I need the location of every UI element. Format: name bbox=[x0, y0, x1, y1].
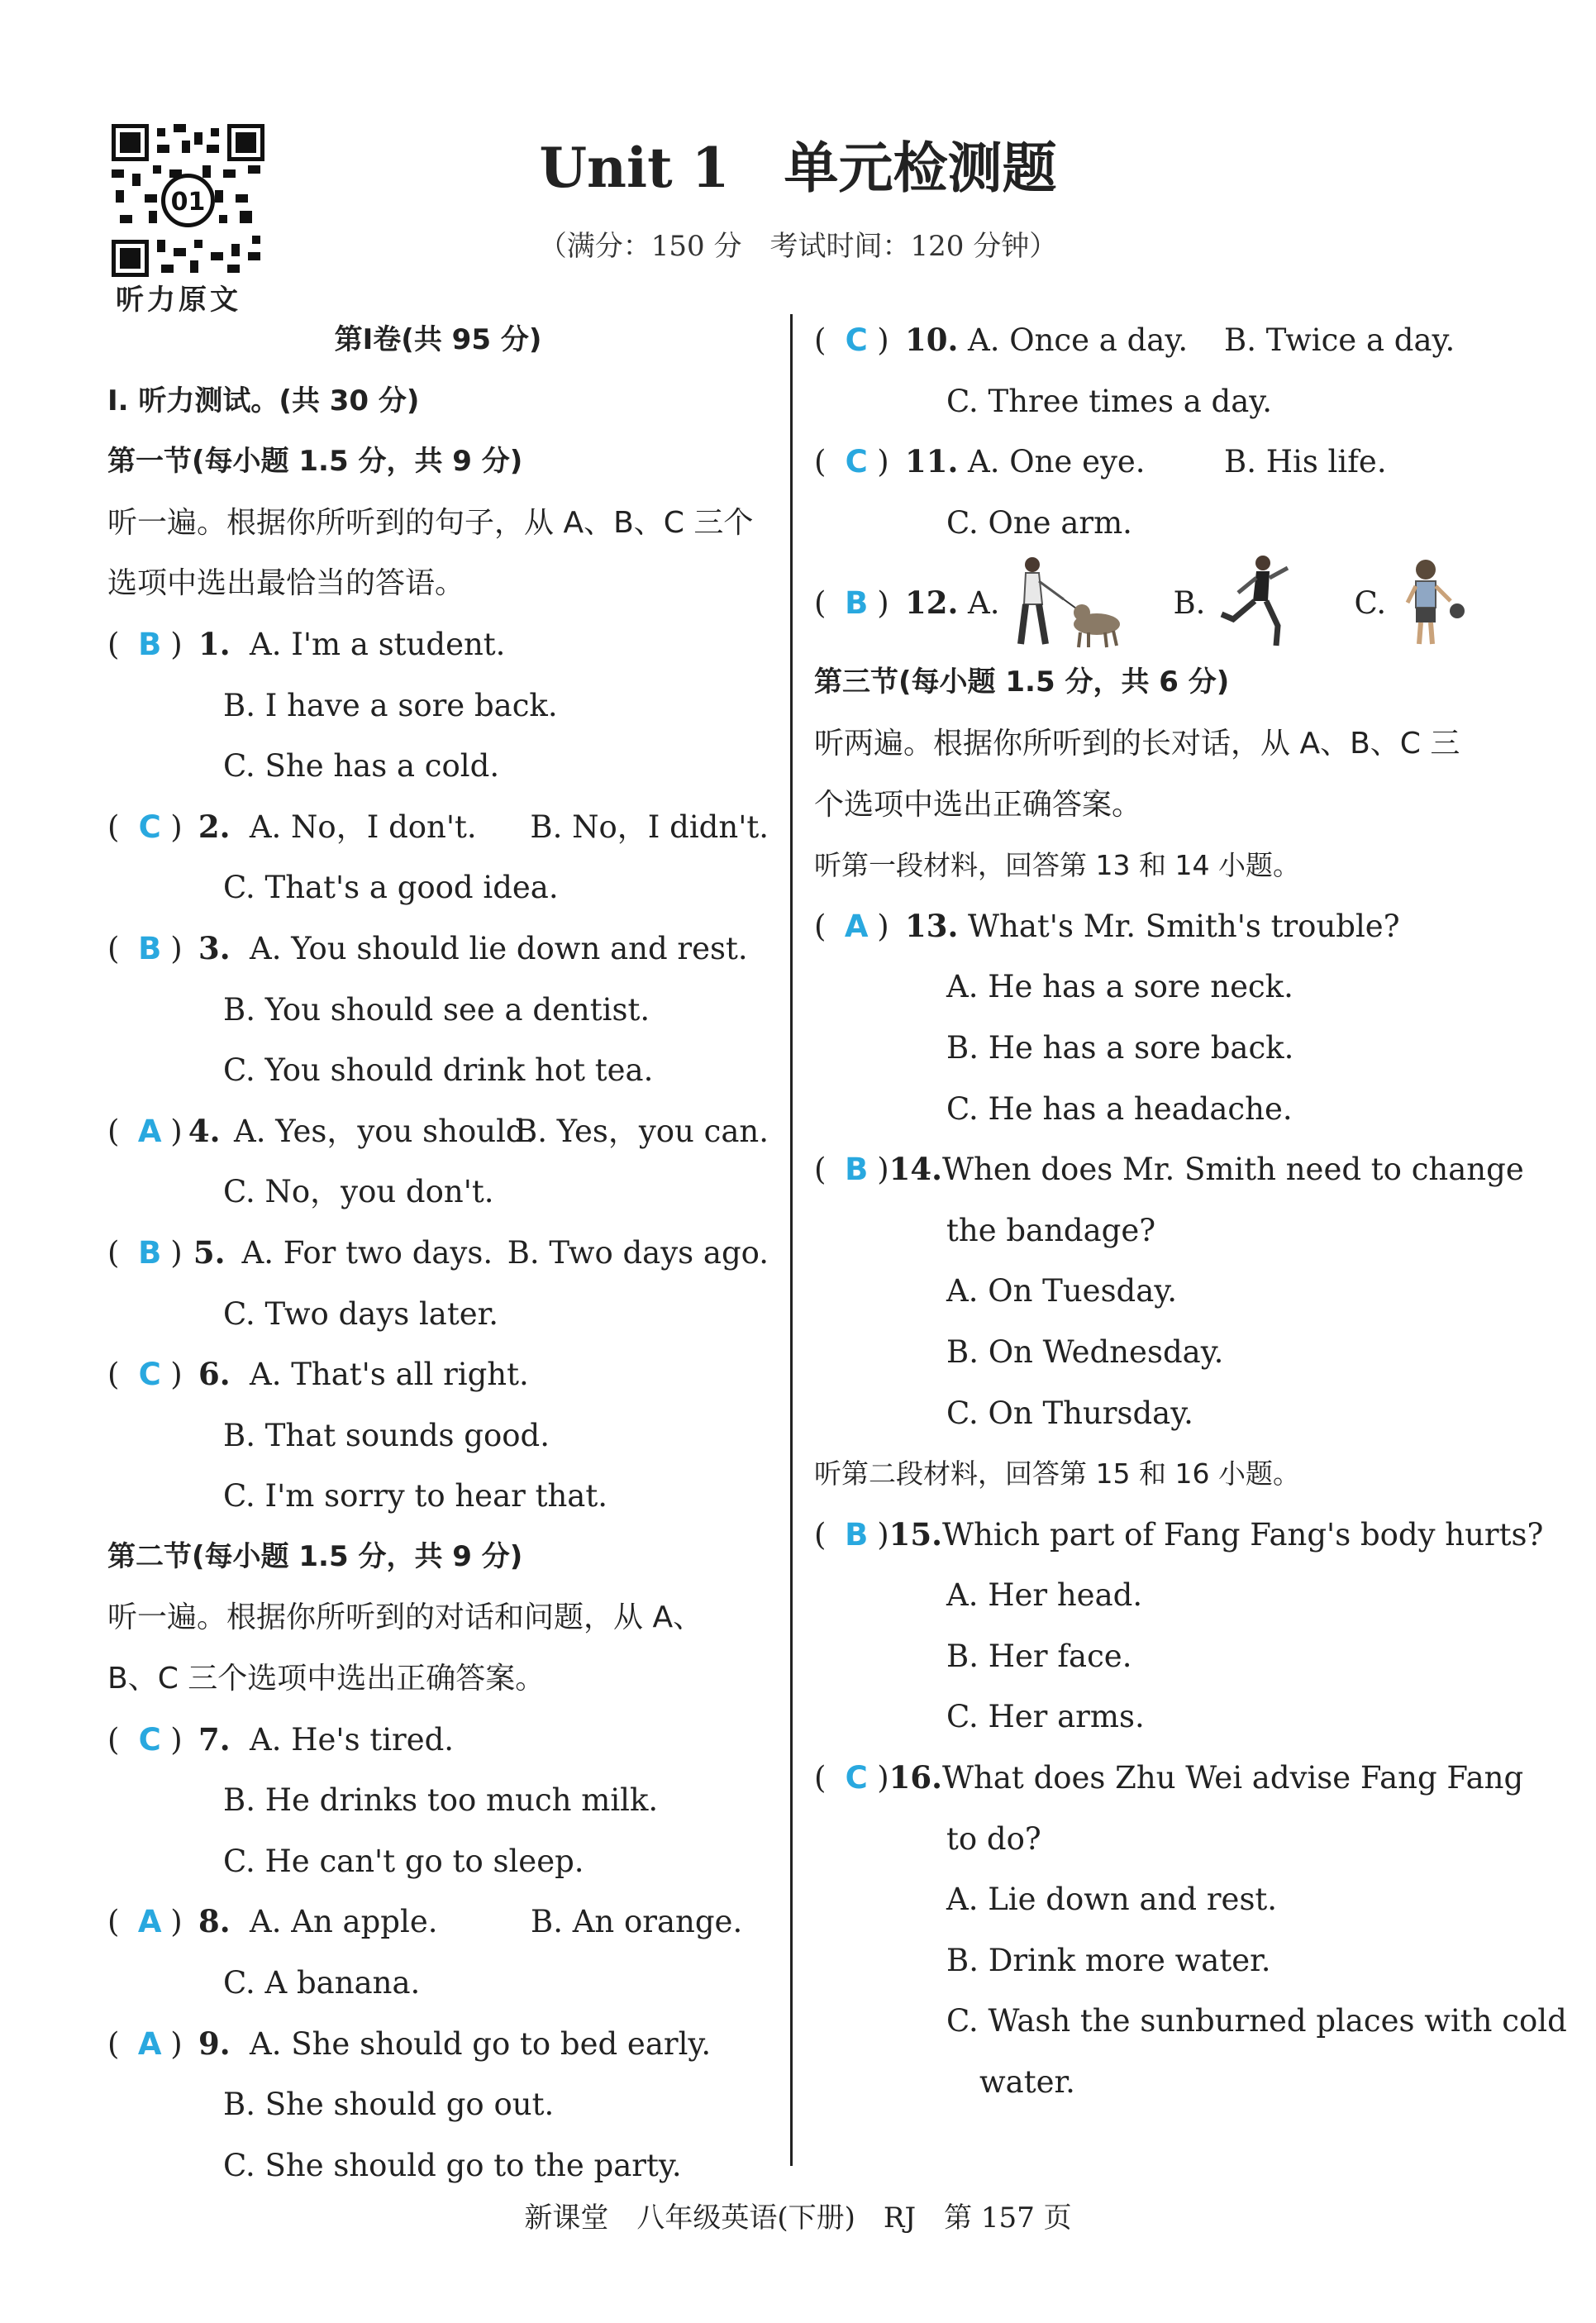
section1-instruction: 选项中选出最恰当的答语。 bbox=[107, 566, 465, 601]
answer-mark: A bbox=[137, 1904, 162, 1940]
question-stem: What does Zhu Wei advise Fang Fang bbox=[942, 1760, 1524, 1796]
option-a: A. You should lie down and rest. bbox=[250, 930, 748, 966]
answer-bracket[interactable]: ( C ) bbox=[814, 432, 905, 493]
question-13 bbox=[814, 896, 1500, 957]
answer-mark: C bbox=[138, 809, 161, 845]
section1-heading: 第一节(每小题 1.5 分，共 9 分) bbox=[107, 445, 523, 479]
option-c: C. She has a cold. bbox=[223, 748, 500, 785]
option-c: C. Three times a day. bbox=[946, 383, 1273, 419]
answer-bracket[interactable]: ( C ) bbox=[814, 1748, 889, 1809]
question-7 bbox=[107, 1710, 769, 1771]
option-b: B. Two days ago. bbox=[507, 1234, 769, 1271]
question-14 bbox=[814, 1139, 1524, 1200]
qr-label: 听力原文 bbox=[116, 284, 241, 317]
option-b: B. You should see a dentist. bbox=[223, 991, 650, 1028]
option-a: A. He has a sore neck. bbox=[946, 969, 1293, 1005]
answer-bracket[interactable]: ( C ) bbox=[107, 1710, 198, 1771]
option-a: A. Once a day. bbox=[968, 322, 1189, 358]
question-stem: What's Mr. Smith's trouble? bbox=[968, 908, 1400, 944]
option-a: A. Her head. bbox=[946, 1577, 1143, 1614]
question-10 bbox=[814, 310, 1500, 371]
answer-bracket[interactable]: ( C ) bbox=[107, 1344, 198, 1405]
answer-mark: C bbox=[845, 1760, 868, 1796]
option-c: C. A banana. bbox=[223, 1965, 421, 2001]
answer-mark: B bbox=[138, 930, 162, 966]
option-c: C. That's a good idea. bbox=[223, 870, 559, 906]
question-1 bbox=[107, 614, 769, 675]
material-2-note: 听第二段材料，回答第 15 和 16 小题。 bbox=[814, 1457, 1300, 1491]
section1-instruction: 听一遍。根据你所听到的句子，从 A、B、C 三个 bbox=[107, 505, 754, 540]
section2-instruction: 听一遍。根据你所听到的对话和问题，从 A、 bbox=[107, 1600, 703, 1635]
option-a: A. He's tired. bbox=[250, 1721, 455, 1758]
option-c: C. Two days later. bbox=[223, 1295, 499, 1332]
answer-mark: B bbox=[138, 626, 162, 662]
option-c: C. Her arms. bbox=[946, 1699, 1145, 1735]
material-1-note: 听第一段材料，回答第 13 和 14 小题。 bbox=[814, 849, 1300, 882]
option-c: C. No，you don't. bbox=[223, 1174, 494, 1210]
option-c: C. One arm. bbox=[946, 504, 1132, 541]
page-footer: 新课堂 八年级英语(下册) RJ 第 157 页 bbox=[524, 2201, 1072, 2235]
question-number: 3. bbox=[198, 929, 231, 966]
walking-dog-picture[interactable] bbox=[999, 553, 1131, 652]
option-a: A. One eye. bbox=[968, 444, 1146, 480]
option-b: B. Twice a day. bbox=[1224, 322, 1455, 358]
question-number: 7. bbox=[198, 1720, 231, 1758]
answer-bracket[interactable]: ( A ) bbox=[814, 896, 905, 957]
question-number: 14. bbox=[889, 1151, 943, 1188]
option-c: C. She should go to the party. bbox=[223, 2147, 682, 2183]
question-16 bbox=[814, 1748, 1524, 1809]
option-c: C. Wash the sunburned places with cold bbox=[946, 2003, 1567, 2039]
column-divider bbox=[790, 314, 793, 2166]
option-b: B. I have a sore back. bbox=[223, 687, 558, 723]
answer-bracket[interactable]: ( C ) bbox=[814, 310, 905, 371]
answer-mark: A bbox=[844, 908, 869, 944]
option-a: A. Lie down and rest. bbox=[946, 1882, 1278, 1918]
question-stem-continued: the bandage? bbox=[946, 1212, 1156, 1248]
option-b: B. He has a sore back. bbox=[946, 1029, 1294, 1066]
answer-mark: A bbox=[137, 2025, 162, 2062]
question-number: 5. bbox=[193, 1233, 226, 1271]
answer-bracket[interactable]: ( B ) bbox=[107, 614, 198, 675]
option-c: C. I'm sorry to hear that. bbox=[223, 1478, 607, 1514]
answer-bracket[interactable]: ( B ) bbox=[814, 1139, 889, 1200]
option-b: B. Yes，you can. bbox=[515, 1113, 769, 1149]
section-title: Ⅰ. 听力测试。(共 30 分) bbox=[107, 384, 420, 417]
option-b: B. On Wednesday. bbox=[946, 1333, 1224, 1370]
option-b: B. He drinks too much milk. bbox=[223, 1782, 659, 1819]
option-b: B. Her face. bbox=[946, 1638, 1132, 1674]
option-a: A. I'm a student. bbox=[250, 626, 506, 662]
question-15 bbox=[814, 1505, 1544, 1566]
basketball-boy-picture[interactable] bbox=[1386, 553, 1477, 652]
question-3 bbox=[107, 918, 769, 980]
question-stem: When does Mr. Smith need to change bbox=[942, 1152, 1524, 1188]
page-subtitle: （满分：150 分 考试时间：120 分钟） bbox=[538, 230, 1058, 263]
page-title: Unit 1 单元检测题 bbox=[539, 136, 1057, 200]
answer-mark: B bbox=[845, 1152, 869, 1188]
question-number: 10. bbox=[905, 322, 959, 358]
question-number: 13. bbox=[905, 907, 959, 944]
question-number: 16. bbox=[889, 1759, 943, 1796]
section3-instruction: 听两遍。根据你所听到的长对话，从 A、B、C 三 bbox=[814, 726, 1460, 761]
answer-mark: C bbox=[845, 444, 868, 480]
answer-bracket[interactable]: ( B ) bbox=[814, 584, 889, 621]
option-a: A. She should go to bed early. bbox=[250, 2025, 712, 2062]
question-2 bbox=[107, 797, 769, 858]
option-b-label: B. bbox=[1173, 584, 1206, 621]
option-b: B. She should go out. bbox=[223, 2087, 555, 2123]
question-9 bbox=[107, 2014, 769, 2075]
option-a: A. An apple. bbox=[250, 1904, 438, 1940]
question-5 bbox=[107, 1223, 769, 1284]
question-number: 11. bbox=[905, 443, 959, 480]
section2-instruction: B、C 三个选项中选出正确答案。 bbox=[107, 1662, 545, 1696]
option-c-continued: water. bbox=[979, 2064, 1075, 2101]
option-c: C. You should drink hot tea. bbox=[223, 1052, 654, 1089]
answer-bracket[interactable]: ( A ) bbox=[107, 1891, 198, 1953]
question-number: 1. bbox=[198, 625, 231, 662]
question-number: 9. bbox=[198, 2025, 231, 2062]
question-8 bbox=[107, 1891, 769, 1953]
question-11 bbox=[814, 432, 1500, 493]
answer-bracket[interactable]: ( B ) bbox=[814, 1505, 889, 1566]
question-number: 15. bbox=[889, 1515, 943, 1553]
option-a: A. That's all right. bbox=[250, 1357, 529, 1393]
answer-bracket[interactable]: ( C ) bbox=[107, 797, 198, 858]
option-c: C. On Thursday. bbox=[946, 1395, 1193, 1431]
part-title: 第Ⅰ卷(共 95 分) bbox=[334, 323, 542, 356]
answer-bracket[interactable]: ( B ) bbox=[107, 1223, 193, 1284]
option-a: A. On Tuesday. bbox=[946, 1273, 1178, 1309]
option-b: B. His life. bbox=[1224, 444, 1387, 480]
option-b: B. No，I didn't. bbox=[530, 809, 769, 845]
answer-mark: B bbox=[845, 1516, 869, 1553]
option-c: C. He has a headache. bbox=[946, 1090, 1293, 1127]
section3-heading: 第三节(每小题 1.5 分，共 6 分) bbox=[814, 665, 1230, 699]
left-column bbox=[107, 310, 769, 2196]
question-number: 8. bbox=[198, 1903, 231, 1940]
question-number: 6. bbox=[198, 1356, 231, 1393]
question-stem-continued: to do? bbox=[946, 1820, 1041, 1857]
running-man-picture[interactable] bbox=[1205, 553, 1313, 652]
answer-mark: C bbox=[845, 322, 868, 358]
section2-heading: 第二节(每小题 1.5 分，共 9 分) bbox=[107, 1539, 523, 1573]
question-number: 4. bbox=[188, 1112, 221, 1149]
section3-instruction: 个选项中选出正确答案。 bbox=[814, 787, 1142, 822]
answer-bracket[interactable]: ( B ) bbox=[107, 918, 198, 980]
answer-mark: B bbox=[138, 1234, 162, 1271]
question-number: 2. bbox=[198, 808, 231, 845]
option-b: B. An orange. bbox=[531, 1904, 743, 1940]
option-a-label: A. bbox=[968, 584, 1000, 621]
option-c-label: C. bbox=[1354, 584, 1387, 621]
answer-mark: C bbox=[138, 1357, 161, 1393]
option-b: B. That sounds good. bbox=[223, 1417, 550, 1453]
answer-mark: B bbox=[845, 584, 869, 621]
option-a: A. Yes，you should. bbox=[234, 1113, 536, 1149]
answer-bracket[interactable]: ( A ) bbox=[107, 2014, 198, 2075]
question-stem: Which part of Fang Fang's body hurts? bbox=[942, 1516, 1544, 1553]
option-c: C. He can't go to sleep. bbox=[223, 1843, 584, 1879]
option-a: A. For two days. bbox=[241, 1234, 493, 1271]
question-number: 12. bbox=[905, 584, 959, 622]
question-4 bbox=[107, 1101, 769, 1162]
option-a: A. No，I don't. bbox=[249, 809, 477, 845]
right-column bbox=[814, 310, 1567, 2113]
answer-mark: C bbox=[138, 1721, 161, 1758]
question-12 bbox=[814, 553, 1500, 652]
question-6 bbox=[107, 1344, 769, 1405]
qr-badge: 01 bbox=[170, 188, 206, 217]
answer-mark: A bbox=[137, 1113, 162, 1149]
answer-bracket[interactable]: ( A ) bbox=[107, 1101, 188, 1162]
option-b: B. Drink more water. bbox=[946, 1942, 1271, 1978]
